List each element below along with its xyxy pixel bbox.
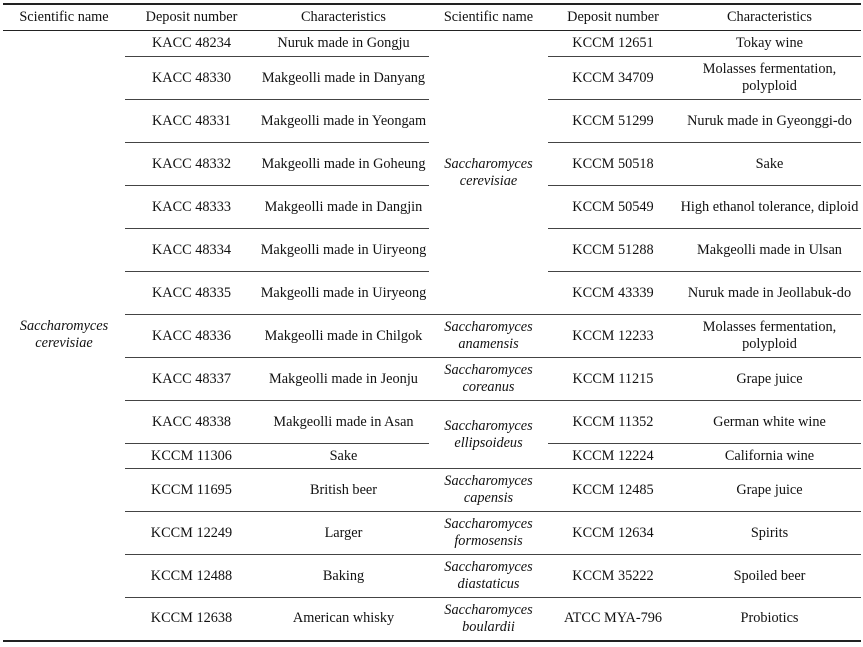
deposit-cell: KCCM 11352 — [548, 401, 678, 444]
deposit-cell: KACC 48337 — [125, 358, 258, 401]
deposit-cell: ATCC MYA-796 — [548, 598, 678, 641]
deposit-cell: KCCM 50518 — [548, 143, 678, 186]
species-cell-right: Saccharomyces anamensis — [429, 315, 548, 358]
header-scientific-name-left: Scientific name — [3, 4, 125, 31]
table-row — [3, 598, 861, 641]
table-row — [3, 315, 861, 358]
characteristics-cell: Makgeolli made in Yeongam — [258, 100, 429, 143]
deposit-cell: KCCM 11306 — [125, 444, 258, 469]
species-cell-right: Saccharomyces boulardii — [429, 598, 548, 641]
characteristics-cell: Larger — [258, 512, 429, 555]
deposit-cell: KCCM 51288 — [548, 229, 678, 272]
species-cell-right: Saccharomyces formosensis — [429, 512, 548, 555]
characteristics-cell: Spirits — [678, 512, 861, 555]
deposit-cell: KACC 48336 — [125, 315, 258, 358]
characteristics-cell: Makgeolli made in Jeonju — [258, 358, 429, 401]
characteristics-cell: Nuruk made in Jeollabuk-do — [678, 272, 861, 315]
table-row — [3, 401, 861, 444]
header-characteristics-right: Characteristics — [678, 4, 861, 31]
deposit-cell: KCCM 12233 — [548, 315, 678, 358]
deposit-cell: KACC 48333 — [125, 186, 258, 229]
table-row — [3, 512, 861, 555]
deposit-cell: KCCM 12488 — [125, 555, 258, 598]
species-cell-right: Saccharomyces capensis — [429, 469, 548, 512]
strain-table — [3, 3, 861, 642]
header-row — [3, 4, 861, 31]
characteristics-cell: Makgeolli made in Danyang — [258, 57, 429, 100]
species-cell-left: Saccharomyces cerevisiae — [3, 31, 125, 641]
species-cell-right: Saccharomyces cerevisiae — [429, 31, 548, 315]
deposit-cell: KACC 48330 — [125, 57, 258, 100]
deposit-cell: KACC 48234 — [125, 31, 258, 57]
deposit-cell: KACC 48331 — [125, 100, 258, 143]
characteristics-cell: Sake — [678, 143, 861, 186]
characteristics-cell: Molasses fermentation, polyploid — [678, 315, 861, 358]
species-cell-right: Saccharomyces coreanus — [429, 358, 548, 401]
header-deposit-number-left: Deposit number — [125, 4, 258, 31]
characteristics-cell: California wine — [678, 444, 861, 469]
table-row — [3, 469, 861, 512]
characteristics-cell: Molasses fermentation, polyploid — [678, 57, 861, 100]
characteristics-cell: Makgeolli made in Dangjin — [258, 186, 429, 229]
deposit-cell: KCCM 50549 — [548, 186, 678, 229]
characteristics-cell: Baking — [258, 555, 429, 598]
species-cell-right: Saccharomyces ellipsoideus — [429, 401, 548, 469]
deposit-cell: KCCM 11695 — [125, 469, 258, 512]
characteristics-cell: Probiotics — [678, 598, 861, 641]
characteristics-cell: British beer — [258, 469, 429, 512]
characteristics-cell: Makgeolli made in Goheung — [258, 143, 429, 186]
table-row — [3, 31, 861, 57]
deposit-cell: KCCM 12638 — [125, 598, 258, 641]
header-characteristics-left: Characteristics — [258, 4, 429, 31]
header-deposit-number-right: Deposit number — [548, 4, 678, 31]
deposit-cell: KCCM 12651 — [548, 31, 678, 57]
deposit-cell: KACC 48334 — [125, 229, 258, 272]
deposit-cell: KACC 48338 — [125, 401, 258, 444]
deposit-cell: KACC 48335 — [125, 272, 258, 315]
deposit-cell: KCCM 12249 — [125, 512, 258, 555]
deposit-cell: KCCM 11215 — [548, 358, 678, 401]
characteristics-cell: Spoiled beer — [678, 555, 861, 598]
deposit-cell: KACC 48332 — [125, 143, 258, 186]
characteristics-cell: Makgeolli made in Uiryeong — [258, 272, 429, 315]
deposit-cell: KCCM 51299 — [548, 100, 678, 143]
table-row — [3, 555, 861, 598]
header-scientific-name-right: Scientific name — [429, 4, 548, 31]
characteristics-cell: Nuruk made in Gongju — [258, 31, 429, 57]
characteristics-cell: Makgeolli made in Chilgok — [258, 315, 429, 358]
deposit-cell: KCCM 12485 — [548, 469, 678, 512]
characteristics-cell: American whisky — [258, 598, 429, 641]
characteristics-cell: Makgeolli made in Ulsan — [678, 229, 861, 272]
characteristics-cell: German white wine — [678, 401, 861, 444]
characteristics-cell: Nuruk made in Gyeonggi-do — [678, 100, 861, 143]
table-row — [3, 358, 861, 401]
characteristics-cell: Sake — [258, 444, 429, 469]
characteristics-cell: High ethanol tolerance, diploid — [678, 186, 861, 229]
deposit-cell: KCCM 12224 — [548, 444, 678, 469]
characteristics-cell: Tokay wine — [678, 31, 861, 57]
characteristics-cell: Grape juice — [678, 358, 861, 401]
species-cell-right: Saccharomyces diastaticus — [429, 555, 548, 598]
deposit-cell: KCCM 35222 — [548, 555, 678, 598]
deposit-cell: KCCM 12634 — [548, 512, 678, 555]
deposit-cell: KCCM 43339 — [548, 272, 678, 315]
characteristics-cell: Makgeolli made in Asan — [258, 401, 429, 444]
characteristics-cell: Grape juice — [678, 469, 861, 512]
deposit-cell: KCCM 34709 — [548, 57, 678, 100]
characteristics-cell: Makgeolli made in Uiryeong — [258, 229, 429, 272]
